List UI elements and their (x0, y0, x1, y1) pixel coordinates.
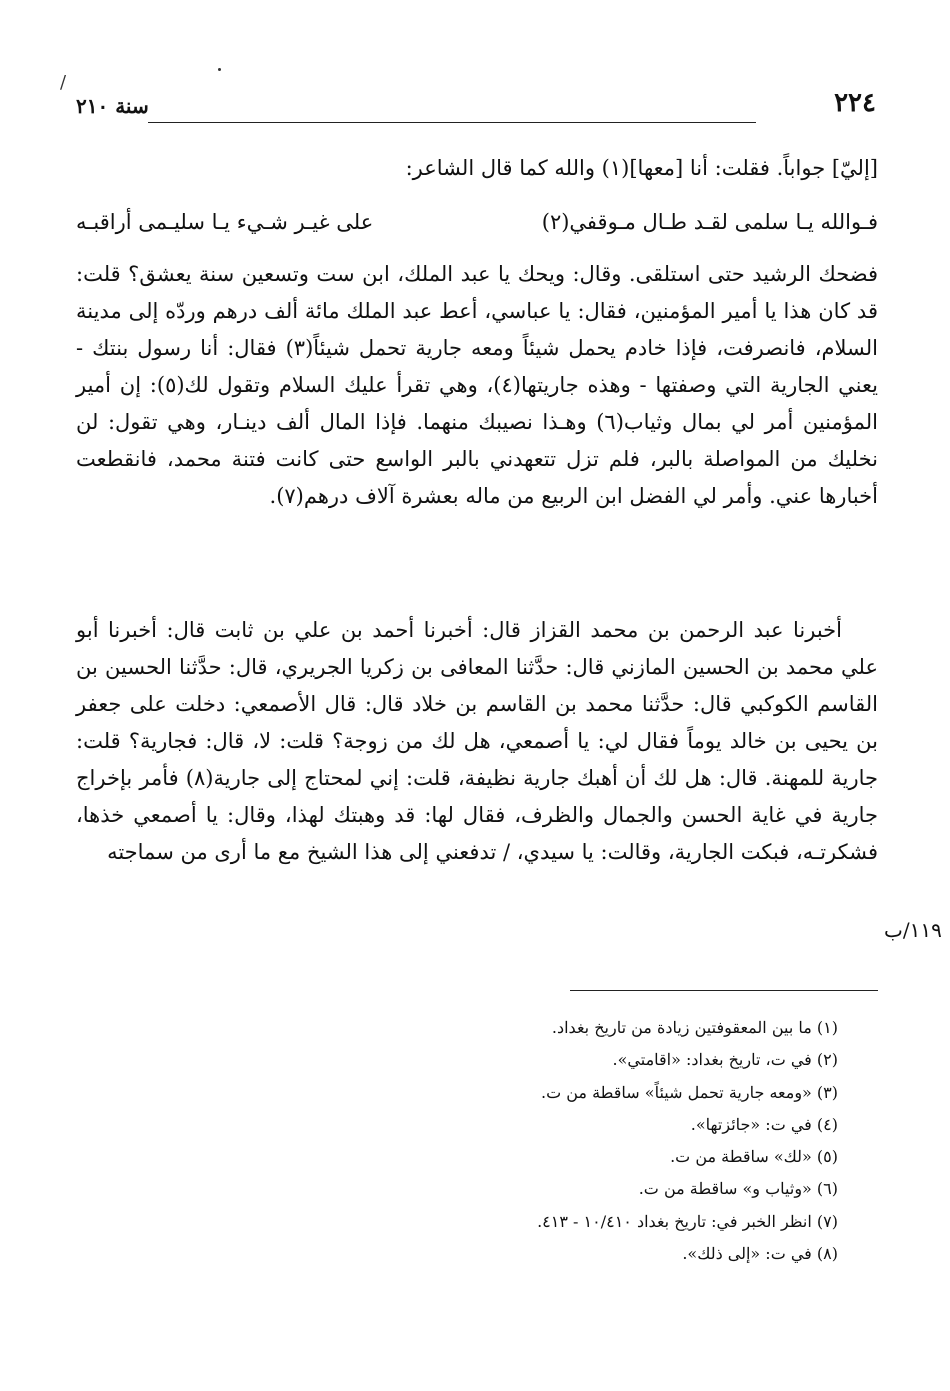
footnote: (٨) في ت: «إلى ذلك». (682, 1244, 838, 1264)
intro-line (76, 150, 878, 187)
verse-first-hemistich: فـوالله يـا سلمى لقـد طـال مـوقفي(٢) (541, 210, 878, 234)
manuscript-folio-note: ١١٩/ب (884, 918, 942, 942)
paragraph-2 (76, 612, 878, 871)
footnote: (٢) في ت، تاريخ بغداد: «اقامتي». (612, 1050, 838, 1070)
stray-pen-mark: / (60, 72, 67, 93)
header-rule (148, 122, 756, 123)
footnote: (٧) انظر الخبر في: تاريخ بغداد ١٠/٤١٠ - ٤١٣. (537, 1211, 838, 1231)
poem-verse (76, 206, 878, 246)
paragraph-1-text: فضحك الرشيد حتى استلقى. وقال: ويحك يا عبد الملك، ابن ست وتسعين سنة يعشق؟ قلت: قد كان هذا يا أمير المؤمنين، فقال: يا عباسي، أعط عبد الملك مائة ألف درهم وردّه إلى مدينة السلام، فانصرفت، فإذا خادم يحمل شيئاً ومعه جارية تحمل شيئاً(٣) فقال: أنا رسول بنتك - يعني الجارية التي وصفتها - وهذه جاريتها(٤)، وهي تقرأ عليك السلام وتقول لك(٥): إن أمير المؤمنين أمر لي بمال وثياب(٦) وهـذا نصيبك منهما. فإذا المال ألف دينـار، وهي تقول: لن نخليك من المواصلة بالبر، فلم تزل تتعهدني بالبر الواسع حتى كانت فتنة محمد، فانقطعت أخبارها عني. وأمر لي الفضل ابن الربيع من ماله بعشرة آلاف درهم(٧). (76, 262, 878, 508)
footnote: (٣) «ومعه جارية تحمل شيئاً» ساقطة من ت. (541, 1082, 838, 1102)
footnote: (٥) «لك» ساقطة من ت. (670, 1147, 838, 1167)
paragraph-1 (76, 256, 878, 515)
running-head: سنة ٢١٠ (76, 94, 149, 118)
footnotes (300, 1012, 838, 1270)
paragraph-2-text: أخبرنا عبد الرحمن بن محمد القزاز قال: أخبرنا أحمد بن علي بن ثابت قال: أخبرنا أبو علي محمد بن الحسين المازني قال: حدَّثنا المعافى بن زكريا الجريري، قال: حدَّثنا الحسين بن القاسم الكوكبي قال: حدَّثنا محمد بن القاسم بن خلاد قال: قال الأصمعي: دخلت على جعفر بن يحيى بن خالد يوماً فقال لي: يا أصمعي، هل لك من زوجة؟ قلت: لا، قال: فجارية؟ قلت: جارية للمهنة. قال: هل لك أن أهبك جارية نظيفة، قلت: إني لمحتاج إلى جارية(٨) فأمر بإخراج جارية في غاية الحسن والجمال والظرف، فقال لها: قد وهبتك لهذا، وقال: يا أصمعي خذها، فشكرتـه، فبكت الجارية، وقالت: يا سيدي، / تدفعني إلى هذا الشيخ مع ما أرى من سماجته (76, 618, 878, 864)
intro-text: [إليّ] جواباً. فقلت: أنا [معها](١) والله كما قال الشاعر: (405, 156, 878, 180)
footnote: (٦) «وثياب و» ساقطة من ت. (638, 1179, 838, 1199)
footnote: (١) ما بين المعقوفتين زيادة من تاريخ بغداد. (551, 1018, 838, 1037)
footnote: (٤) في ت: «جائزتها». (690, 1114, 838, 1134)
page-number: ٢٢٤ (834, 88, 876, 118)
page-header (76, 88, 876, 128)
stray-dot (218, 68, 221, 71)
verse-second-hemistich: على غيـر شـيء يـا سليـمى أراقبـه (76, 210, 374, 234)
footnote-separator (570, 990, 878, 991)
